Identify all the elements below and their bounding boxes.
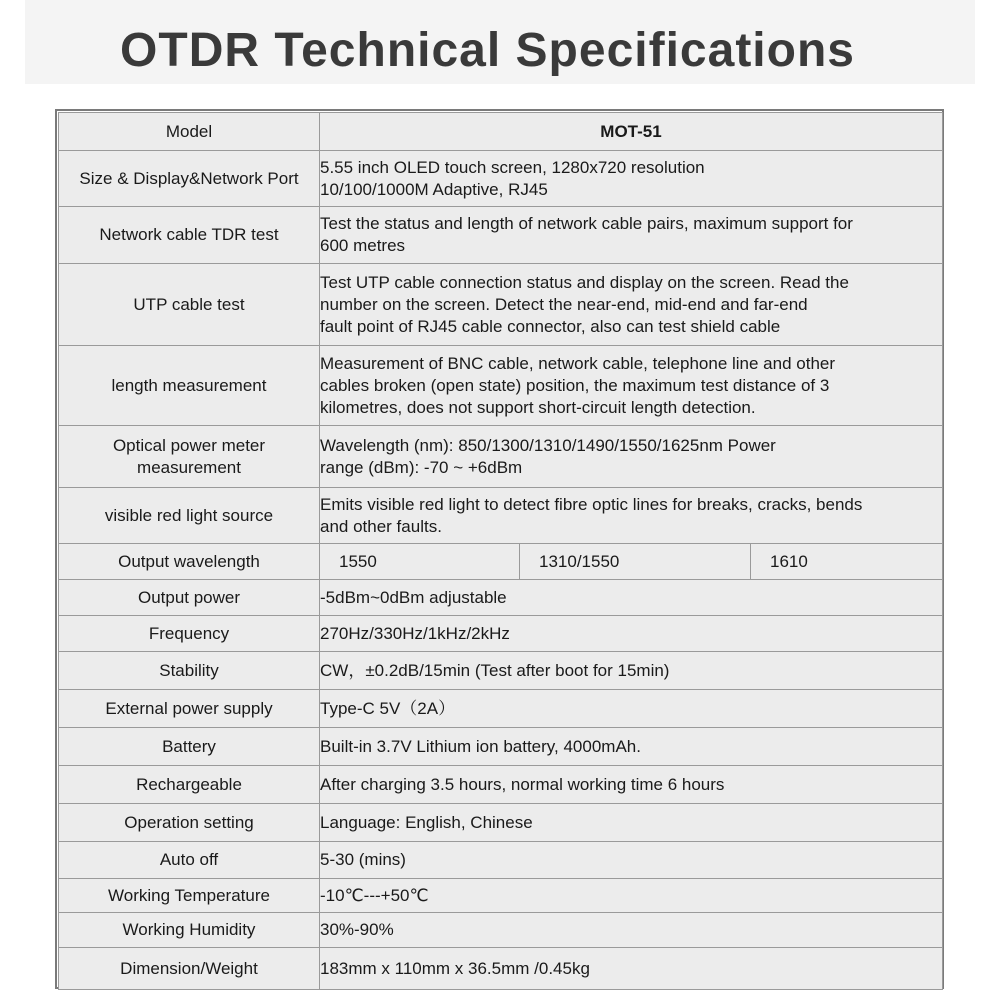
spec-value: Language: English, Chinese [320,804,943,842]
spec-subvalue: 1310/1550 [519,544,750,579]
spec-row [59,690,943,728]
spec-row [59,113,943,151]
spec-row [59,948,943,990]
spec-value: After charging 3.5 hours, normal working time 6 hours [320,766,943,804]
spec-row [59,580,943,616]
spec-row [59,264,943,346]
spec-label: UTP cable test [59,264,320,346]
spec-value: Test UTP cable connection status and display on the screen. Read the number on the screen. Detect the near-end, mid-end and far-end fault point of RJ45 cable connector, also can test shield cable [320,264,943,346]
spec-label: Operation setting [59,804,320,842]
spec-value: 5-30 (mins) [320,842,943,879]
spec-subvalue: 1550 [339,551,377,571]
spec-table-body [59,113,943,990]
spec-subvalue: 1610 [750,544,943,579]
spec-value: -5dBm~0dBm adjustable [320,580,943,616]
spec-value: Measurement of BNC cable, network cable, telephone line and other cables broken (open state) position, the maximum test distance of 3 kilometres, does not support short-circuit length detection. [320,346,943,426]
spec-row [59,652,943,690]
spec-value: MOT-51 [320,113,943,151]
spec-label: Output power [59,580,320,616]
spec-row [59,766,943,804]
spec-label: Output wavelength [59,544,320,580]
spec-row [59,804,943,842]
spec-row [59,842,943,879]
spec-table [58,112,943,990]
spec-label: length measurement [59,346,320,426]
spec-label: Rechargeable [59,766,320,804]
spec-label: Stability [59,652,320,690]
spec-value: 30%-90% [320,913,943,948]
spec-row [59,207,943,264]
page-title: OTDR Technical Specifications [120,24,855,77]
spec-label: Size & Display&Network Port [59,151,320,207]
spec-subvalues [320,544,942,579]
spec-row [59,346,943,426]
spec-value: -10℃---+50℃ [320,879,943,913]
spec-label: Frequency [59,616,320,652]
spec-value: CW，±0.2dB/15min (Test after boot for 15min) [320,652,943,690]
spec-label: Optical power meter measurement [59,426,320,488]
spec-value: Built-in 3.7V Lithium ion battery, 4000mAh. [320,728,943,766]
spec-value: 5.55 inch OLED touch screen, 1280x720 resolution 10/100/1000M Adaptive, RJ45 [320,151,943,207]
spec-value-group [320,544,943,580]
spec-label: Dimension/Weight [59,948,320,990]
spec-label: Battery [59,728,320,766]
spec-label: External power supply [59,690,320,728]
spec-label: visible red light source [59,488,320,544]
spec-row [59,728,943,766]
spec-row [59,616,943,652]
spec-row [59,151,943,207]
spec-row [59,879,943,913]
spec-value: Emits visible red light to detect fibre optic lines for breaks, cracks, bends and other faults. [320,488,943,544]
spec-value: 270Hz/330Hz/1kHz/2kHz [320,616,943,652]
spec-label: Model [59,113,320,151]
spec-row [59,913,943,948]
spec-label: Working Humidity [59,913,320,948]
spec-label: Auto off [59,842,320,879]
spec-value: Test the status and length of network cable pairs, maximum support for 600 metres [320,207,943,264]
spec-row [59,544,943,580]
spec-value: 183mm x 110mm x 36.5mm /0.45kg [320,948,943,990]
spec-row [59,426,943,488]
spec-value: Wavelength (nm): 850/1300/1310/1490/1550/1625nm Power range (dBm): -70 ~ +6dBm [320,426,943,488]
spec-label: Working Temperature [59,879,320,913]
spec-value: Type-C 5V（2A） [320,690,943,728]
spec-row [59,488,943,544]
spec-label: Network cable TDR test [59,207,320,264]
